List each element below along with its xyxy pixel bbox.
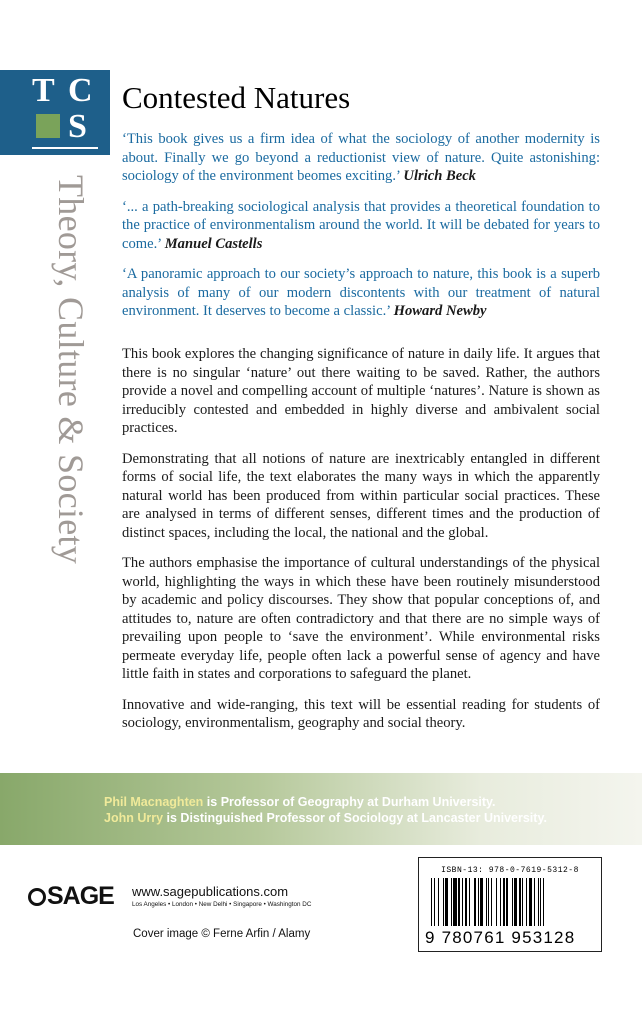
publisher-url: www.sagepublications.com bbox=[132, 884, 289, 899]
barcode-bar bbox=[486, 878, 487, 926]
endorsements bbox=[122, 130, 600, 333]
logo-letter-s: S bbox=[68, 108, 87, 145]
endorsement-author: Manuel Castells bbox=[164, 235, 263, 252]
logo-letter-c: C bbox=[68, 72, 93, 109]
series-name: Theory, Culture & Society bbox=[51, 175, 91, 565]
ean-digits: 9 780761 953128 bbox=[425, 928, 576, 947]
barcode-bar bbox=[445, 878, 448, 926]
barcode-bar bbox=[453, 878, 457, 926]
logo-green-square bbox=[36, 114, 60, 138]
blurb-paragraph: Innovative and wide-ranging, this text will be essential reading for students of sociology, environmentalism, geography and social theory. bbox=[122, 696, 600, 731]
isbn-text: ISBN-13: 978-0-7619-5312-8 bbox=[441, 866, 579, 875]
author-role: is Distinguished Professor of Sociology at Lancaster University. bbox=[163, 811, 547, 825]
barcode-bar bbox=[522, 878, 523, 926]
barcode-box bbox=[418, 857, 602, 952]
barcode-bar bbox=[514, 878, 517, 926]
endorsement bbox=[122, 130, 600, 186]
barcode-bar bbox=[465, 878, 468, 926]
publisher-cities: Los Angeles • London • New Delhi • Singapore • Washington DC bbox=[132, 901, 312, 908]
barcode-bar bbox=[538, 878, 539, 926]
barcode-bar bbox=[438, 878, 439, 926]
barcode-bar bbox=[506, 878, 507, 926]
barcode-bar bbox=[443, 878, 444, 926]
author-name: Phil Macnaghten bbox=[104, 795, 204, 809]
barcode-bar bbox=[474, 878, 477, 926]
barcode-bar bbox=[534, 878, 535, 926]
barcode-bar bbox=[519, 878, 520, 926]
sage-wordmark: SAGE bbox=[47, 882, 114, 910]
barcode-bar bbox=[503, 878, 506, 926]
barcode-bar bbox=[491, 878, 492, 926]
blurb-paragraph: This book explores the changing significance of nature in daily life. It argues that there is no singular ‘nature’ out there waiting to be saved. Rather, the authors provide a novel and compelling account of multiple ‘natures’. Nature is shown as irreducibly contested and embedded in highly diverse and ambivalent social practices. bbox=[122, 346, 600, 436]
endorsement-author: Howard Newby bbox=[393, 303, 487, 319]
barcode-bar bbox=[529, 878, 533, 926]
author-bios bbox=[104, 794, 547, 826]
logo-rule bbox=[32, 147, 98, 149]
barcode-bars bbox=[431, 878, 589, 926]
blurb bbox=[122, 345, 600, 745]
barcode-bar bbox=[478, 878, 479, 926]
endorsement bbox=[122, 265, 600, 321]
author-bio bbox=[104, 810, 547, 826]
logo-letter-t: T bbox=[32, 72, 55, 109]
barcode-bar bbox=[458, 878, 459, 926]
author-name: John Urry bbox=[104, 811, 164, 825]
barcode-bar bbox=[469, 878, 470, 926]
barcode-bar bbox=[500, 878, 501, 926]
barcode-bar bbox=[431, 878, 432, 926]
sage-ring-icon bbox=[28, 888, 46, 906]
barcode-bar bbox=[480, 878, 483, 926]
barcode-bar bbox=[540, 878, 541, 926]
barcode-bar bbox=[526, 878, 527, 926]
author-bio bbox=[104, 794, 547, 810]
barcode-bar bbox=[512, 878, 513, 926]
sage-logo bbox=[28, 882, 114, 911]
book-title: Contested Natures bbox=[122, 80, 351, 115]
barcode-bar bbox=[488, 878, 489, 926]
endorsement-text: ‘A panoramic approach to our society’s approach to nature, this book is a superb analysis of many of our modern discontents with our treatment of natural environment. It deserves to become a classic.’ bbox=[122, 266, 600, 319]
barcode-bar bbox=[496, 878, 497, 926]
author-role: is Professor of Geography at Durham University. bbox=[203, 795, 496, 809]
publisher-block bbox=[28, 880, 318, 916]
barcode-bar bbox=[543, 878, 544, 926]
barcode-bar bbox=[434, 878, 435, 926]
blurb-paragraph: The authors emphasise the importance of cultural understandings of the physical world, highlighting the ways in which these have been routinely misunderstood by academic and policy discourses. They show that popular conceptions of, and attitudes to, nature are often contradictory and that there are no simple ways of prevailing upon people to ‘save the environment’. While environmental risks permeate everyday life, people often lack a powerful sense of agency and have little faith in states and corporations to safeguard the planet. bbox=[122, 555, 600, 682]
endorsement-author: Ulrich Beck bbox=[403, 168, 476, 184]
cover-credit: Cover image © Ferne Arfin / Alamy bbox=[133, 928, 311, 940]
endorsement-text: ‘... a path-breaking sociological analysis that provides a theoretical foundation to the practice of environmentalism around the world. It will be debated for years to come.’ bbox=[122, 198, 600, 252]
barcode-bar bbox=[451, 878, 452, 926]
barcode-bar bbox=[462, 878, 463, 926]
endorsement-text: ‘This book gives us a firm idea of what the sociology of another modernity is about. Finally we go beyond a reductionist view of nature. Quite astonishing: sociology of the environment beomes exciting.’ bbox=[122, 131, 600, 184]
endorsement bbox=[122, 198, 600, 254]
blurb-paragraph: Demonstrating that all notions of nature are inextricably entangled in different forms of social life, the text elaborates the many ways in which the apparently natural world has been produced from within particular social practices. These are analysed in terms of different senses, different times and the production of distinct spaces, including the local, the national and the global. bbox=[122, 450, 600, 541]
tcs-logo bbox=[0, 70, 110, 155]
